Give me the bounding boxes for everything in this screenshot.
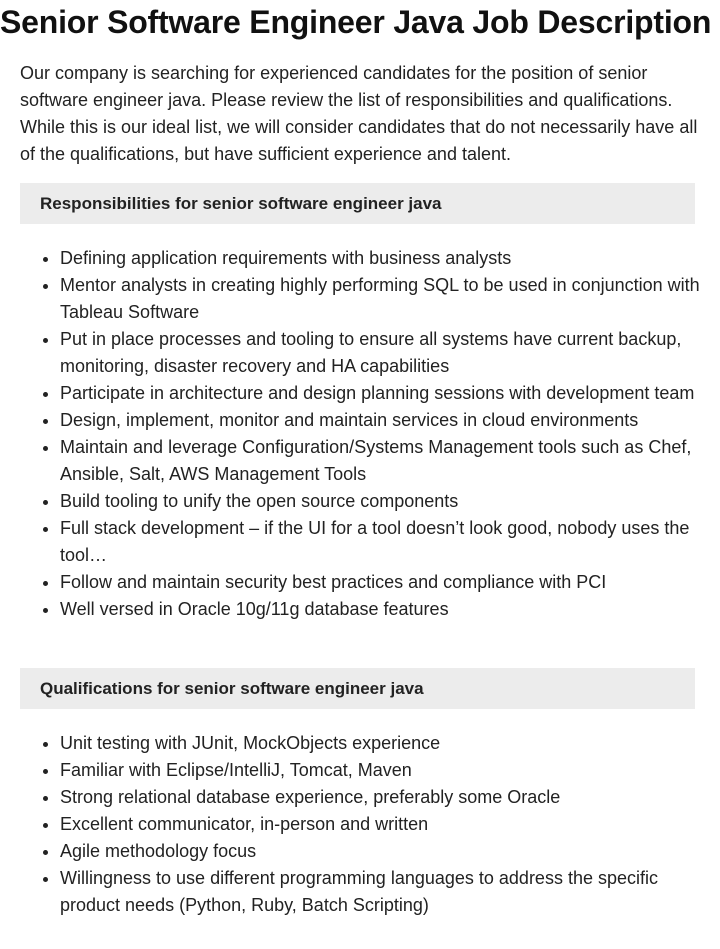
list-item: • Defining application requirements with business analysts: [60, 245, 700, 272]
list-item: • Maintain and leverage Configuration/Systems Management tools such as Chef, Ansible, Salt, AWS Management Tools: [60, 434, 700, 488]
qualifications-list: [20, 730, 700, 919]
responsibilities-heading: Responsibilities for senior software engineer java: [20, 183, 695, 224]
list-item: • Build tooling to unify the open source components: [60, 488, 700, 515]
responsibilities-list: [20, 245, 700, 623]
list-item: • Design, implement, monitor and maintain services in cloud environments: [60, 407, 700, 434]
list-item: • Unit testing with JUnit, MockObjects experience: [60, 730, 700, 757]
qualifications-heading: Qualifications for senior software engineer java: [20, 668, 695, 709]
list-item: • Put in place processes and tooling to ensure all systems have current backup, monitoring, disaster recovery and HA capabilities: [60, 326, 700, 380]
list-item: • Excellent communicator, in-person and written: [60, 811, 700, 838]
list-item: • Agile methodology focus: [60, 838, 700, 865]
list-item: • Willingness to use different programming languages to address the specific product needs (Python, Ruby, Batch Scripting): [60, 865, 700, 919]
intro-paragraph: Our company is searching for experienced candidates for the position of senior software engineer java. Please review the list of responsibilities and qualifications. While this is our ideal list, we will consider candidates that do not necessarily have all of the qualifications, but have sufficient experience and talent.: [20, 63, 698, 164]
list-item: • Well versed in Oracle 10g/11g database features: [60, 596, 700, 623]
page-title: Senior Software Engineer Java Job Description: [0, 4, 712, 40]
list-item: • Mentor analysts in creating highly performing SQL to be used in conjunction with Tableau Software: [60, 272, 700, 326]
list-item: • Follow and maintain security best practices and compliance with PCI: [60, 569, 700, 596]
list-item: • Full stack development – if the UI for a tool doesn’t look good, nobody uses the tool…: [60, 515, 700, 569]
list-item: • Participate in architecture and design planning sessions with development team: [60, 380, 700, 407]
list-item: • Strong relational database experience, preferably some Oracle: [60, 784, 700, 811]
list-item: • Familiar with Eclipse/IntelliJ, Tomcat, Maven: [60, 757, 700, 784]
